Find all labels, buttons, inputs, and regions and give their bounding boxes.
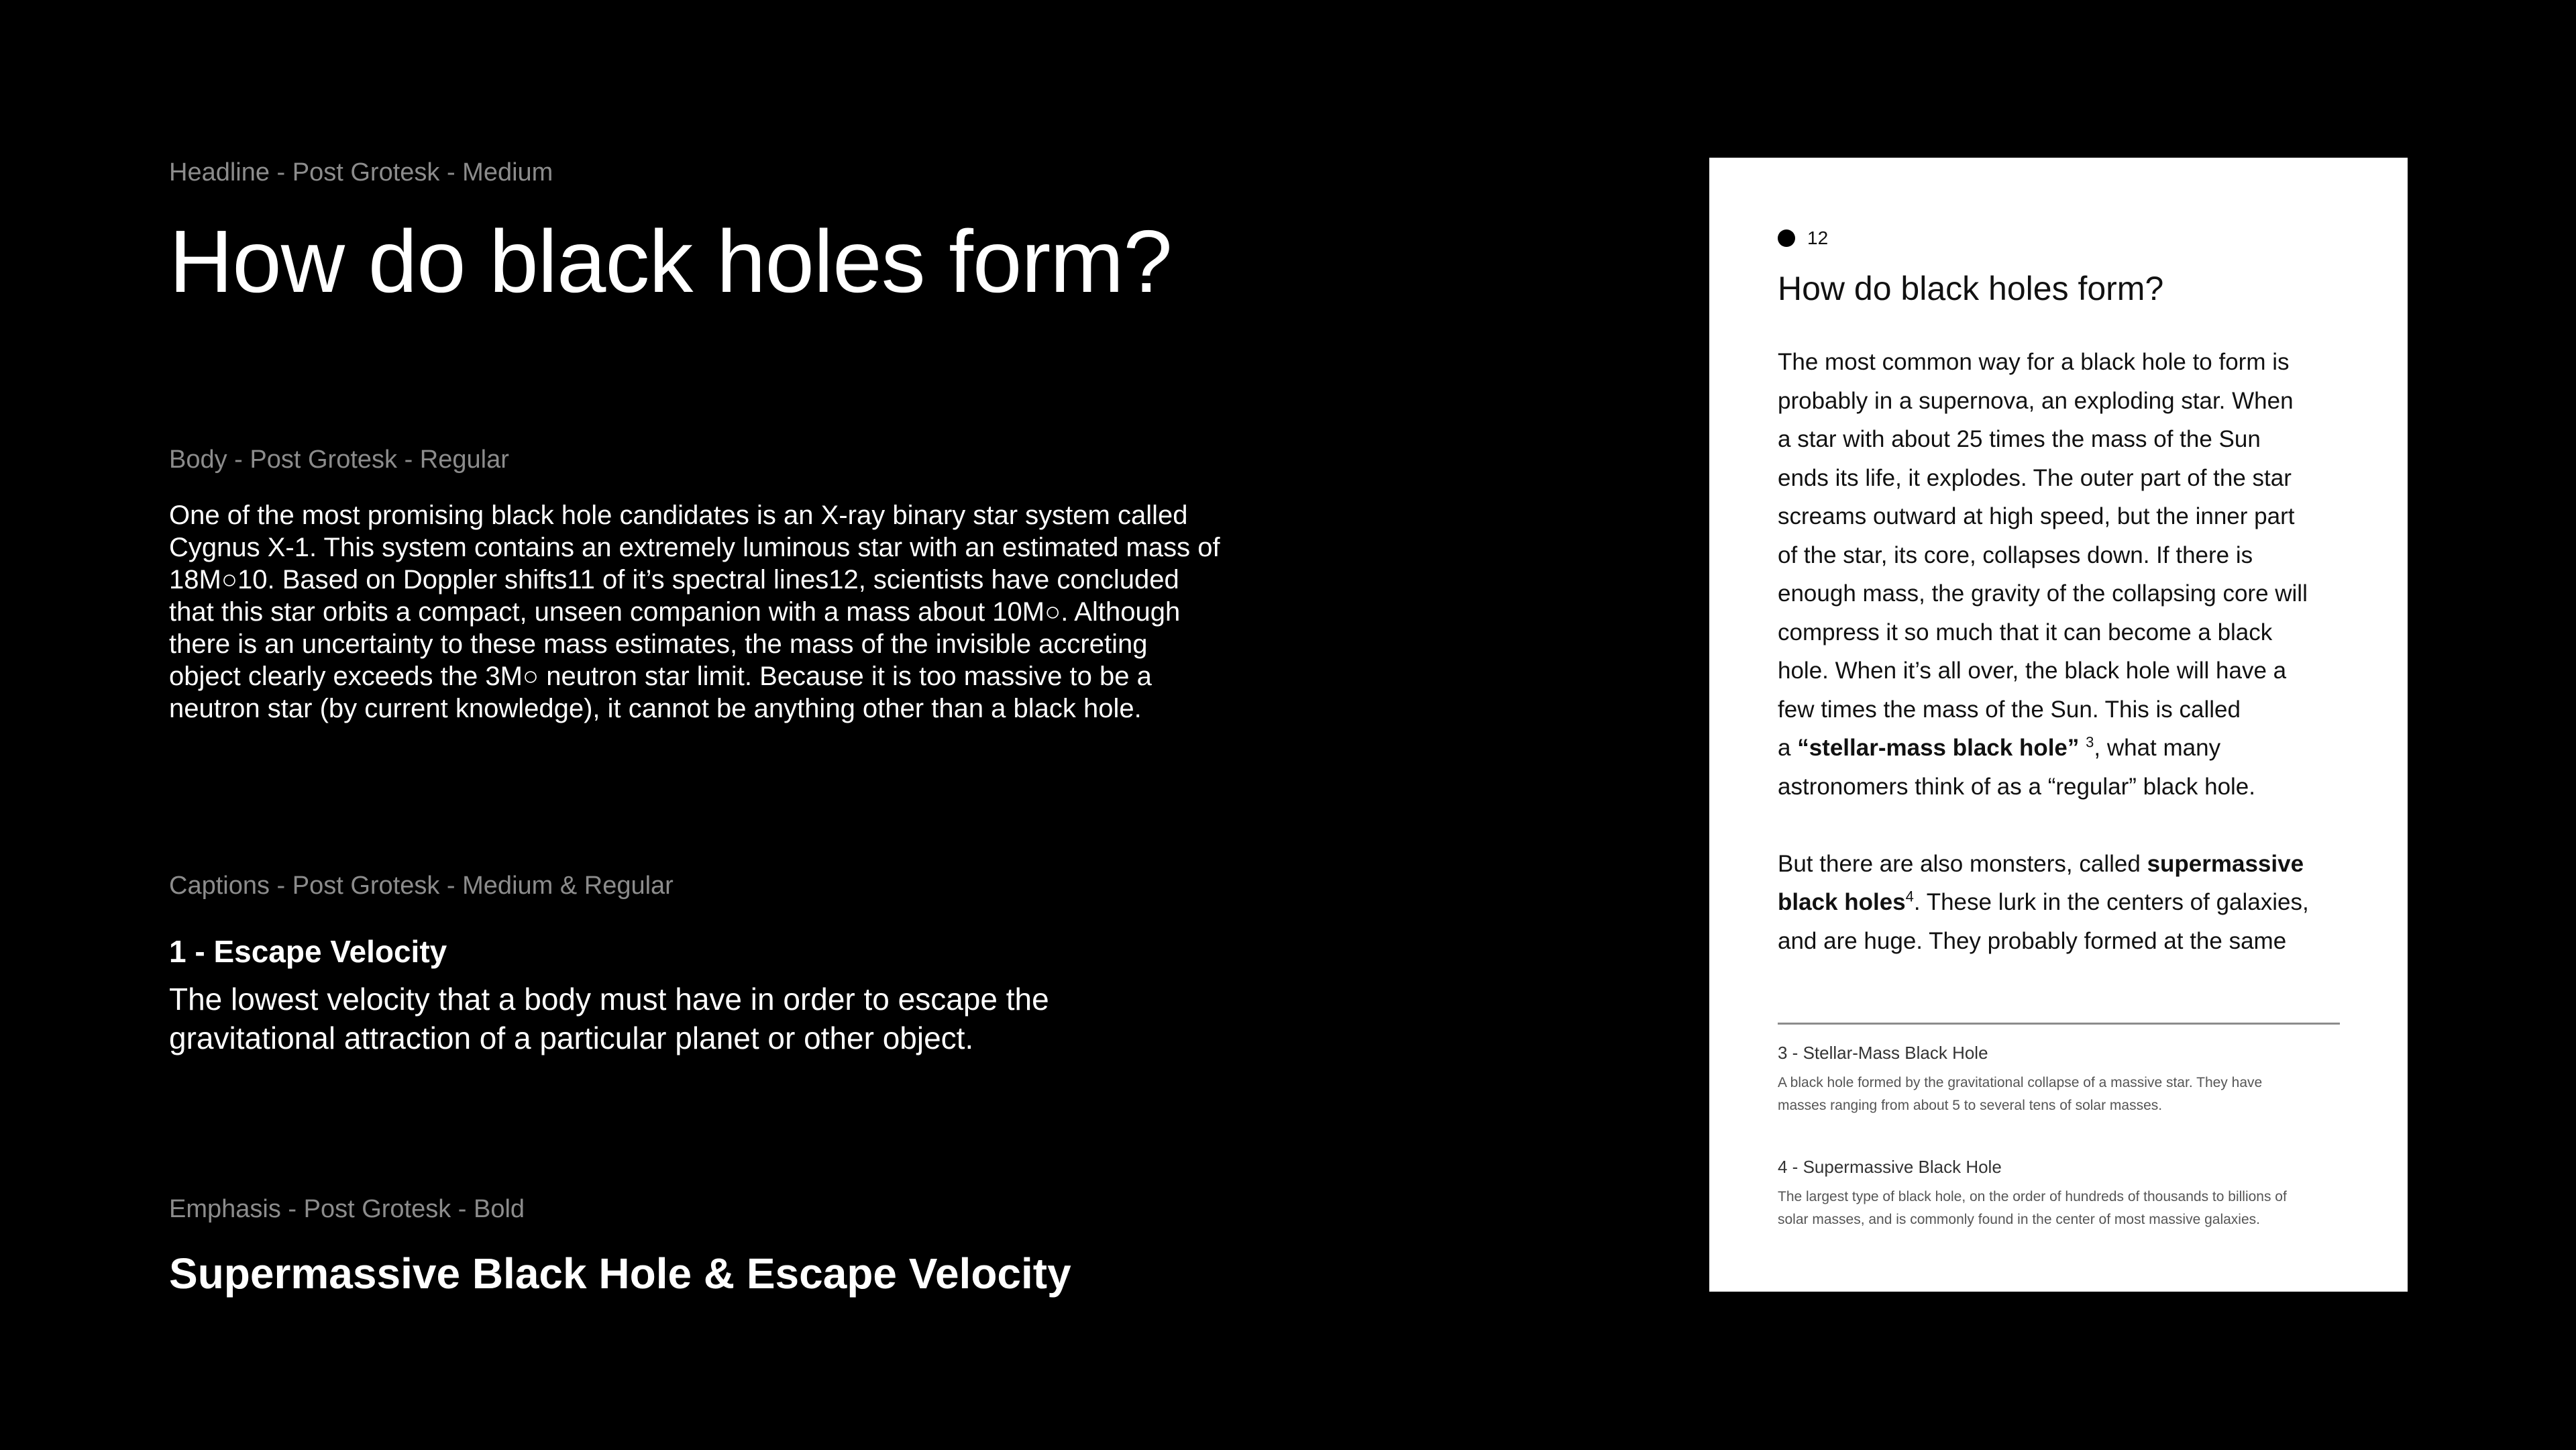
bullet-dot-icon bbox=[1778, 229, 1795, 247]
page-line: screams outward at high speed, but the inner part bbox=[1778, 503, 2295, 529]
sample-caption-text bbox=[169, 980, 1175, 1057]
black-holes-emphasis: black holes bbox=[1778, 889, 1906, 915]
page-number bbox=[1778, 225, 1828, 252]
footnote-line: masses ranging from about 5 to several tens of solar masses. bbox=[1778, 1098, 2163, 1113]
sample-body-text bbox=[169, 499, 1276, 725]
footnote-text-3 bbox=[1778, 1072, 2262, 1117]
page-line: astronomers think of as a “regular” black hole. bbox=[1778, 773, 2255, 800]
page-preview-card bbox=[1709, 158, 2408, 1292]
page-line: probably in a supernova, an exploding star. When bbox=[1778, 387, 2294, 414]
body-line: there is an uncertainty to these mass estimates, the mass of the invisible accreting bbox=[169, 629, 1148, 659]
sample-emphasis: Supermassive Black Hole & Escape Velocity bbox=[169, 1249, 1071, 1298]
sample-caption-title: 1 - Escape Velocity bbox=[169, 934, 447, 969]
stellar-mass-emphasis: “stellar-mass black hole” bbox=[1797, 735, 2080, 761]
body-line: object clearly exceeds the 3M○ neutron star limit. Because it is too massive to be a bbox=[169, 662, 1152, 691]
captions-spec-label: Captions - Post Grotesk - Medium & Regular bbox=[169, 872, 674, 900]
caption-line: gravitational attraction of a particular planet or other object. bbox=[169, 1021, 974, 1055]
body-spec-label: Body - Post Grotesk - Regular bbox=[169, 446, 509, 474]
emphasis-spec-label: Emphasis - Post Grotesk - Bold bbox=[169, 1195, 525, 1223]
page-line: ends its life, it explodes. The outer part of the star bbox=[1778, 464, 2292, 491]
page-line: of the star, its core, collapses down. If there is bbox=[1778, 541, 2253, 568]
footnote-divider bbox=[1778, 1023, 2340, 1025]
page-line bbox=[1778, 883, 2341, 922]
body-line: One of the most promising black hole candidates is an X-ray binary star system called bbox=[169, 501, 1188, 530]
page-line bbox=[1778, 729, 2341, 768]
page-number-label: 12 bbox=[1807, 227, 1829, 248]
page-line: enough mass, the gravity of the collapsing core will bbox=[1778, 580, 2308, 607]
page-title: How do black holes form? bbox=[1778, 270, 2164, 307]
footnote-line: The largest type of black hole, on the order of hundreds of thousands to billions of bbox=[1778, 1189, 2287, 1204]
headline-spec-label: Headline - Post Grotesk - Medium bbox=[169, 158, 553, 187]
line-suffix: . These lurk in the centers of galaxies, bbox=[1913, 889, 2309, 915]
supermassive-emphasis: supermassive bbox=[2147, 850, 2304, 877]
page-line: a star with about 25 times the mass of the Sun bbox=[1778, 426, 2261, 452]
line-prefix: But there are also monsters, called bbox=[1778, 850, 2147, 877]
page-body bbox=[1778, 343, 2341, 960]
page-line: few times the mass of the Sun. This is called bbox=[1778, 696, 2241, 723]
footnote-line: solar masses, and is commonly found in the center of most massive galaxies. bbox=[1778, 1212, 2260, 1227]
footnote-ref-3: 3 bbox=[2086, 733, 2094, 751]
page-line: hole. When it’s all over, the black hole will have a bbox=[1778, 658, 2287, 684]
body-line: Cygnus X-1. This system contains an extremely luminous star with an estimated mass of bbox=[169, 533, 1220, 562]
page-line bbox=[1778, 845, 2341, 884]
page-line: and are huge. They probably formed at the same bbox=[1778, 927, 2287, 954]
body-line: that this star orbits a compact, unseen companion with a mass about 10M○. Although bbox=[169, 597, 1181, 627]
footnote-ref-4: 4 bbox=[1905, 888, 1914, 905]
page-line: The most common way for a black hole to form is bbox=[1778, 349, 2290, 375]
footnote-title-4: 4 - Supermassive Black Hole bbox=[1778, 1157, 2002, 1177]
sample-headline: How do black holes form? bbox=[169, 212, 1172, 311]
footnote-text-4 bbox=[1778, 1186, 2287, 1231]
line-prefix: a bbox=[1778, 735, 1798, 761]
body-line: neutron star (by current knowledge), it cannot be anything other than a black hole. bbox=[169, 694, 1142, 723]
caption-line: The lowest velocity that a body must have in order to escape the bbox=[169, 982, 1049, 1017]
line-suffix: , what many bbox=[2094, 735, 2221, 761]
body-line: 18M○10. Based on Doppler shifts11 of it’s spectral lines12, scientists have concluded bbox=[169, 565, 1179, 594]
footnote-title-3: 3 - Stellar-Mass Black Hole bbox=[1778, 1043, 1988, 1063]
page-line: compress it so much that it can become a black bbox=[1778, 619, 2273, 645]
footnote-line: A black hole formed by the gravitational collapse of a massive star. They have bbox=[1778, 1075, 2263, 1090]
